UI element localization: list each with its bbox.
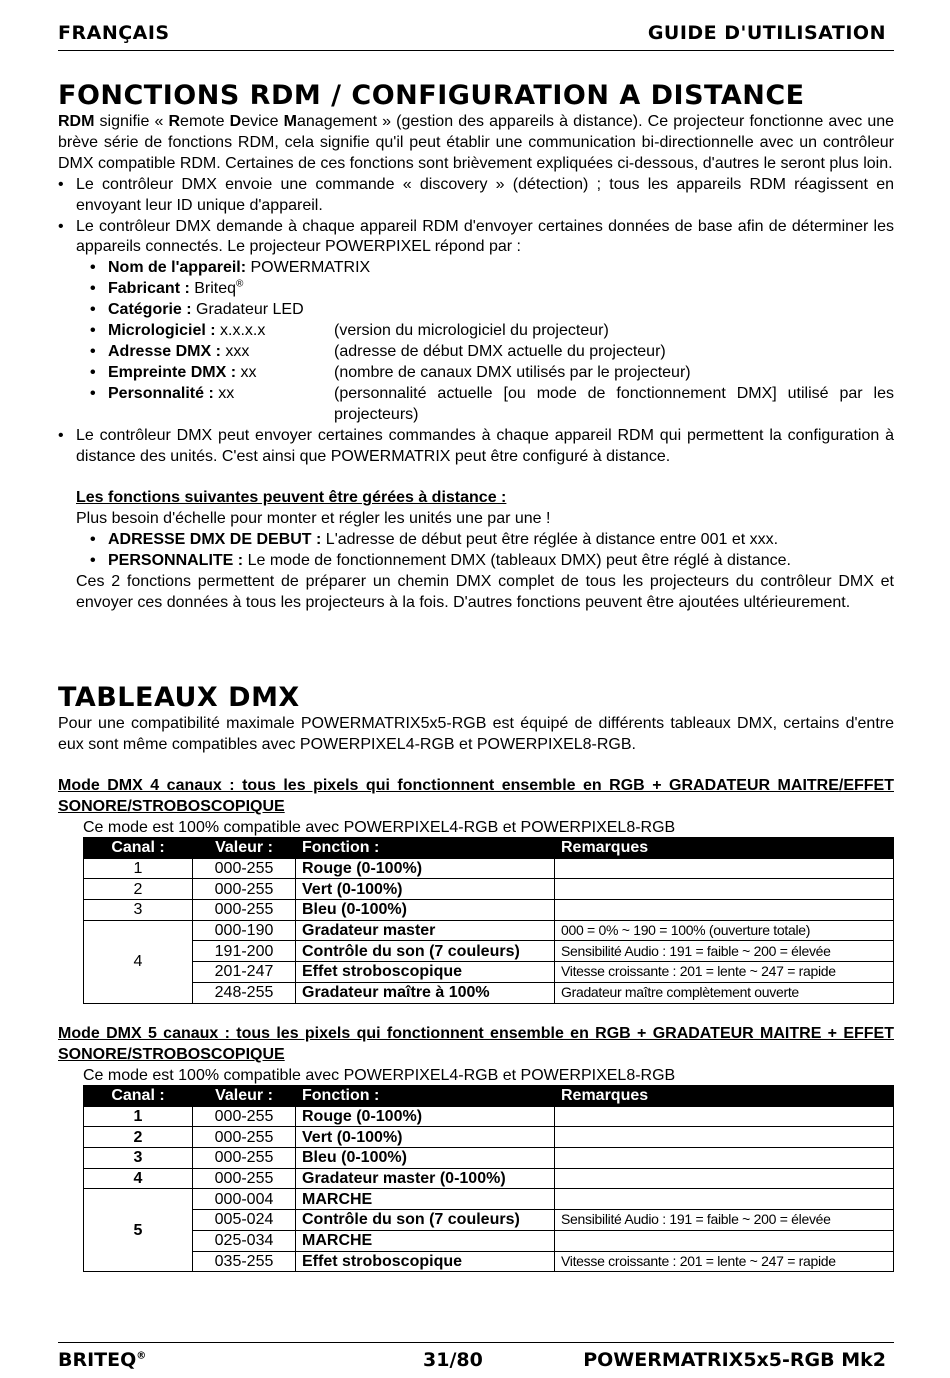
- table-row: 5 000-004 MARCHE: [84, 1189, 894, 1210]
- col-fonction: Fonction :: [296, 1086, 555, 1107]
- rdm-bullet-remote-config: • Le contrôleur DMX peut envoyer certaines commandes à chaque appareil RDM qui permettent la configuration à distance des unités. C'est ainsi que POWERMATRIX peut être configuré à distance.: [58, 426, 894, 468]
- rdm-bullets: [58, 175, 894, 468]
- header-language: FRANÇAIS: [58, 22, 170, 44]
- header-guide-title: GUIDE D'UTILISATION: [647, 22, 886, 44]
- list-item: • Personnalité : xx (personnalité actuelle [ou mode de fonctionnement DMX] utilisé par les projecteurs): [90, 384, 894, 426]
- list-item: • Empreinte DMX : xx (nombre de canaux DMX utilisés par le projecteur): [90, 363, 894, 384]
- list-item: • Nom de l'appareil: POWERMATRIX: [90, 258, 894, 279]
- col-canal: Canal :: [84, 838, 193, 859]
- col-fonction: Fonction :: [296, 838, 555, 859]
- mode4-compat: Ce mode est 100% compatible avec POWERPIXEL4-RGB et POWERPIXEL8-RGB: [83, 818, 676, 836]
- mode5-heading: [58, 1024, 894, 1087]
- col-canal: Canal :: [84, 1086, 193, 1107]
- list-item: • ADRESSE DMX DE DEBUT : L'adresse de début peut être réglée à distance entre 001 et xxx.: [90, 530, 894, 551]
- rdm-bullet-discovery: • Le contrôleur DMX envoie une commande « discovery » (détection) ; tous les appareils RDM réagissent en envoyant leur ID unique d'appareil.: [58, 175, 894, 217]
- footer-page-number: 31/80: [423, 1349, 483, 1371]
- table-row: 201-247 Effet stroboscopique Vitesse croissante : 201 = lente ~ 247 = rapide: [84, 962, 894, 983]
- page-footer: [58, 1342, 894, 1373]
- rdm-title: FONCTIONS RDM / CONFIGURATION A DISTANCE: [58, 80, 805, 111]
- mode5-title: Mode DMX 5 canaux : tous les pixels qui fonctionnent ensemble en RGB + GRADATEUR MAITRE + EFFET SONORE/STROBOSCOPIQUE: [58, 1025, 894, 1063]
- mode5-table: [83, 1085, 894, 1272]
- table-row: 025-034 MARCHE: [84, 1230, 894, 1251]
- list-item: • PERSONNALITE : Le mode de fonctionnement DMX (tableaux DMX) peut être réglé à distance.: [90, 551, 894, 572]
- table-row: 3 000-255 Bleu (0-100%): [84, 900, 894, 921]
- rdm-remote-block: [58, 488, 894, 613]
- table-row: 4 000-190 Gradateur master 000 = 0% ~ 190 = 100% (ouverture totale): [84, 920, 894, 941]
- rdm-remote-list: [90, 530, 894, 572]
- table-row: 3 000-255 Bleu (0-100%): [84, 1148, 894, 1169]
- table-row: 005-024 Contrôle du son (7 couleurs) Sensibilité Audio : 191 = faible ~ 200 = élevée: [84, 1210, 894, 1231]
- col-valeur: Valeur :: [193, 838, 296, 859]
- rdm-remote-outro: Ces 2 fonctions permettent de préparer un chemin DMX complet de tous les projecteurs du contrôleur DMX et envoyer ces données à tous les projecteurs à la fois. D'autres fonctions peuvent être ajoutées ultérieurement.: [76, 572, 894, 611]
- rdm-remote-title: Les fonctions suivantes peuvent être gérées à distance :: [76, 489, 507, 507]
- table-row: 035-255 Effet stroboscopique Vitesse croissante : 201 = lente ~ 247 = rapide: [84, 1251, 894, 1272]
- footer-brand: BRITEQ®: [58, 1349, 147, 1371]
- table-row: 1 000-255 Rouge (0-100%): [84, 858, 894, 879]
- table-row: 2 000-255 Vert (0-100%): [84, 1127, 894, 1148]
- table-row: 191-200 Contrôle du son (7 couleurs) Sensibilité Audio : 191 = faible ~ 200 = élevée: [84, 941, 894, 962]
- page-header: [58, 22, 894, 51]
- list-item: • Adresse DMX : xxx (adresse de début DMX actuelle du projecteur): [90, 342, 894, 363]
- table-row: 2 000-255 Vert (0-100%): [84, 879, 894, 900]
- table-row: 248-255 Gradateur maître à 100% Gradateur maître complètement ouverte: [84, 982, 894, 1003]
- col-valeur: Valeur :: [193, 1086, 296, 1107]
- footer-model: POWERMATRIX5x5-RGB Mk2: [583, 1349, 886, 1371]
- rdm-remote-intro: Plus besoin d'échelle pour monter et régler les unités une par une !: [76, 510, 551, 528]
- col-remarques: Remarques: [555, 838, 894, 859]
- rdm-device-info-list: [90, 258, 894, 425]
- list-item: • Catégorie : Gradateur LED: [90, 300, 894, 321]
- table-header-row: [84, 1086, 894, 1107]
- table-header-row: [84, 838, 894, 859]
- dmx-intro: Pour une compatibilité maximale POWERMATRIX5x5-RGB est équipé de différents tableaux DMX, certains d'entre eux sont même compatibles avec POWERPIXEL4-RGB et POWERPIXEL8-RGB.: [58, 715, 894, 753]
- list-item: • Fabricant : Briteq®: [90, 279, 894, 300]
- dmx-title: TABLEAUX DMX: [58, 682, 300, 713]
- rdm-section: [58, 80, 894, 614]
- rdm-bullet-data: • Le contrôleur DMX demande à chaque appareil RDM d'envoyer certaines données de base afin de déterminer les appareils connectés. Le projecteur POWERPIXEL répond par : • Nom de l'appareil: POWERMATRIX • Fabricant : Briteq® • Catégorie : Gradateur LED • Micrologiciel : x.x.x.x (version du micrologiciel du projecteur) • Adresse DMX : xxx (adresse de début DMX actuelle du projecteur) • Empreinte DMX : xx (nombre de canaux DMX utilisés par le projecteur) • Personnalité : xx (personnalité actuelle [ou mode de fonctionnement DMX] utilisé par les projecteurs): [58, 217, 894, 426]
- col-remarques: Remarques: [555, 1086, 894, 1107]
- mode4-title: Mode DMX 4 canaux : tous les pixels qui fonctionnent ensemble en RGB + GRADATEUR MAITRE/EFFET SONORE/STROBOSCOPIQUE: [58, 777, 894, 815]
- list-item: • Micrologiciel : x.x.x.x (version du micrologiciel du projecteur): [90, 321, 894, 342]
- mode5-compat: Ce mode est 100% compatible avec POWERPIXEL4-RGB et POWERPIXEL8-RGB: [83, 1066, 676, 1084]
- table-row: 1 000-255 Rouge (0-100%): [84, 1106, 894, 1127]
- table-row: 4 000-255 Gradateur master (0-100%): [84, 1168, 894, 1189]
- dmx-section: [58, 682, 894, 756]
- mode4-table: [83, 837, 894, 1004]
- rdm-intro: RDM signifie « Remote Device Management » (gestion des appareils à distance). Ce projecteur fonctionne avec une brève série de fonctions RDM, cela signifie qu'il peut établir une communication bi-directionnelle avec un contrôleur DMX compatible RDM. Certaines de ces fonctions sont brièvement expliquées ci-dessous, d'autres le seront plus loin.: [58, 113, 895, 172]
- mode4-heading: [58, 776, 894, 839]
